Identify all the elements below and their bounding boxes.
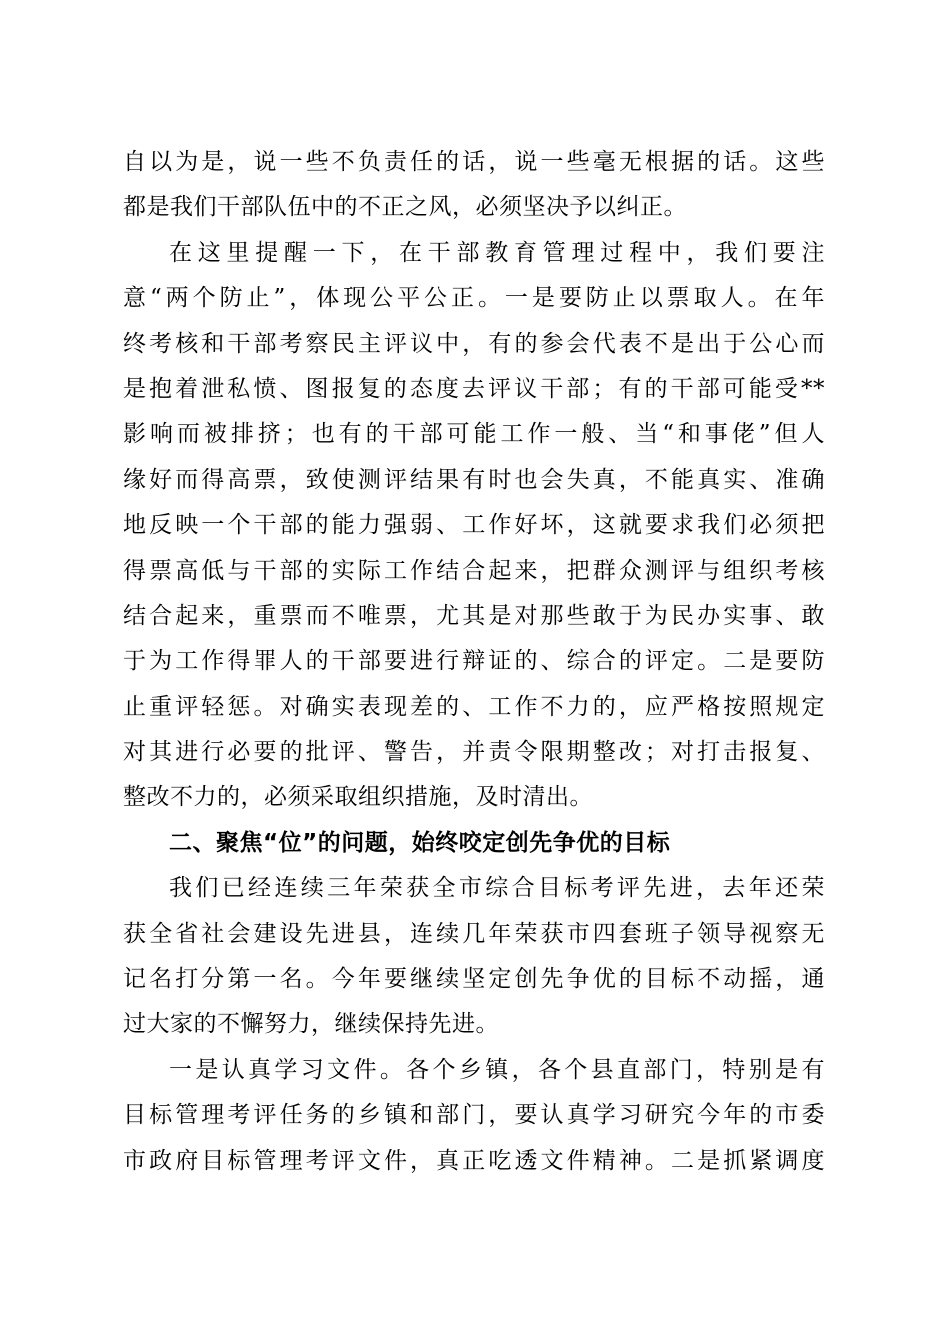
text-line: 整改不力的，必须采取组织措施，及时清出。	[123, 784, 593, 811]
text-line: 都是我们干部队伍中的不正之风，必须坚决予以纠正。	[123, 194, 687, 221]
text-line: 得票高低与干部的实际工作结合起来，把群众测评与组织考核	[123, 557, 825, 584]
paragraph-start-line: 一是认真学习文件。各个乡镇，各个县直部门，特别是有	[169, 1056, 825, 1083]
paragraph-start-line: 我们已经连续三年荣获全市综合目标考评先进，去年还荣	[169, 875, 825, 902]
text-line: 终考核和干部考察民主评议中，有的参会代表不是出于公心而	[123, 330, 825, 357]
text-line: 是抱着泄私愤、图报复的态度去评议干部；有的干部可能受**	[123, 375, 825, 402]
text-line: 缘好而得高票，致使测评结果有时也会失真，不能真实、准确	[123, 466, 825, 493]
text-line: 过大家的不懈努力，继续保持先进。	[123, 1011, 499, 1038]
text-line: 意“两个防止”，体现公平公正。一是要防止以票取人。在年	[123, 285, 825, 312]
text-line: 地反映一个干部的能力强弱、工作好坏，这就要求我们必须把	[123, 512, 825, 539]
text-line: 影响而被排挤；也有的干部可能工作一般、当“和事佬”但人	[123, 421, 825, 448]
text-line: 记名打分第一名。今年要继续坚定创先争优的目标不动摇，通	[123, 966, 825, 993]
text-line: 市政府目标管理考评文件，真正吃透文件精神。二是抓紧调度	[123, 1147, 825, 1174]
paragraph-start-line: 在这里提醒一下，在干部教育管理过程中，我们要注	[169, 239, 825, 266]
document-body	[123, 140, 825, 1184]
text-line: 对其进行必要的批评、警告，并责令限期整改；对打击报复、	[123, 739, 825, 766]
text-line: 于为工作得罪人的干部要进行辩证的、综合的评定。二是要防	[123, 648, 825, 675]
text-line: 目标管理考评任务的乡镇和部门，要认真学习研究今年的市委	[123, 1102, 825, 1129]
section-heading: 二、聚焦“位”的问题，始终咬定创先争优的目标	[169, 829, 671, 856]
text-line: 获全省社会建设先进县，连续几年荣获市四套班子领导视察无	[123, 920, 825, 947]
text-line: 止重评轻惩。对确实表现差的、工作不力的，应严格按照规定	[123, 693, 825, 720]
text-line: 自以为是，说一些不负责任的话，说一些毫无根据的话。这些	[123, 149, 825, 175]
text-line: 结合起来，重票而不唯票，尤其是对那些敢于为民办实事、敢	[123, 602, 825, 629]
